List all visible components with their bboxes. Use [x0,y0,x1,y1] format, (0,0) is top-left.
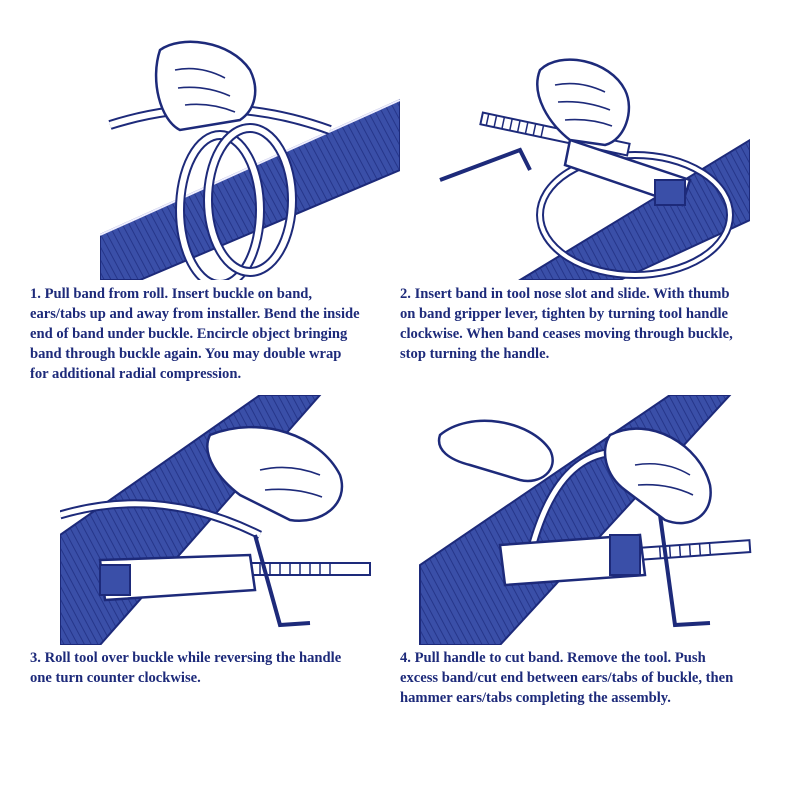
step-3-caption: 3. Roll tool over buckle while reversing the handle one turn counter clockwise. [30,650,342,686]
step-1-caption: 1. Pull band from roll. Insert buckle on band, ears/tabs up and away from installer. Bend the inside end of band under buckle. Encircle object bringing band through buckle again. You may double wrap for additional radial compression. [30,286,360,382]
step-4-caption: 4. Pull handle to cut band. Remove the tool. Push excess band/cut end between ears/tabs of buckle, then hammer ears/tabs completing the assembly. [400,650,734,706]
tensioning-tool-on-pipe-icon [420,30,750,280]
cutting-band-with-tool-icon [410,395,770,645]
hand-pulling-band-around-pipe-icon [100,30,400,280]
step-2-caption: 2. Insert band in tool nose slot and slide. With thumb on band gripper lever, tighten by turning tool handle clockwise. When band ceases moving through buckle, stop turning the handle. [400,286,733,362]
rolling-tool-over-buckle-icon [60,395,390,645]
